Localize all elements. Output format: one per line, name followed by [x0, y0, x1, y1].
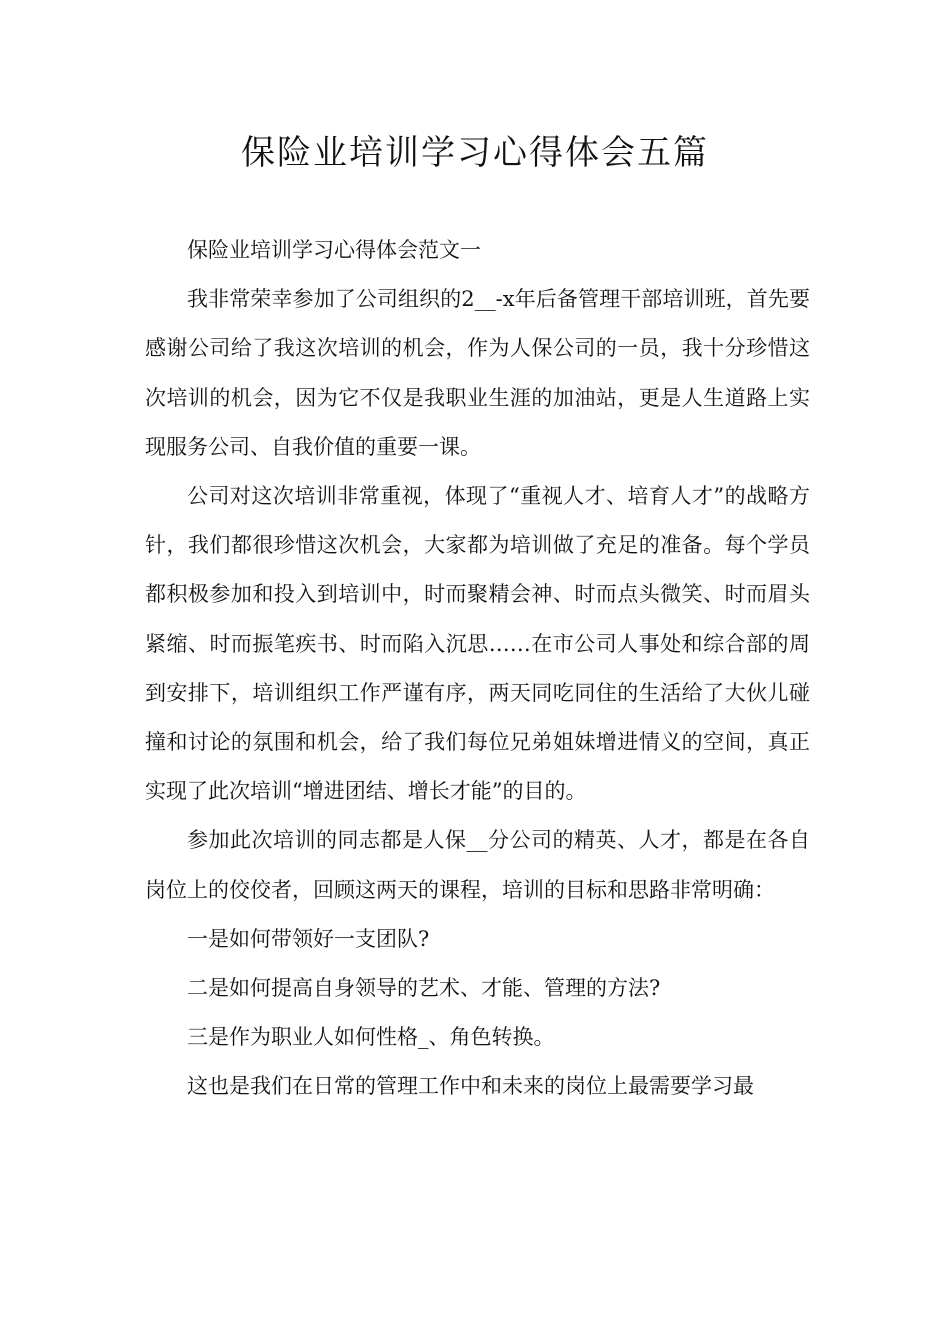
- document-body: [145, 226, 810, 1112]
- list-item: 一是如何带领好一支团队?: [187, 926, 430, 951]
- paragraph-subtitle: 保险业培训学习心得体会范文一: [187, 238, 481, 262]
- paragraph: 这也是我们在日常的管理工作中和未来的岗位上最需要学习最: [187, 1074, 754, 1099]
- document-title: 保险业培训学习心得体会五篇: [241, 133, 709, 173]
- list-item: 三是作为职业人如何性格_、角色转换。: [187, 1025, 555, 1050]
- paragraph: 参加此次培训的同志都是人保__分公司的精英、人才，都是在各自岗位上的佼佼者，回顾这两天的课程，培训的目标和思路非常明确：: [145, 828, 810, 902]
- paragraph: 我非常荣幸参加了公司组织的2__-x年后备管理干部培训班，首先要感谢公司给了我这次培训的机会，作为人保公司的一员，我十分珍惜这次培训的机会，因为它不仅是我职业生涯的加油站，更是人生道路上实现服务公司、自我价值的重要一课。: [145, 287, 810, 459]
- list-item: 二是如何提高自身领导的艺术、才能、管理的方法?: [187, 976, 661, 1001]
- paragraph: 公司对这次培训非常重视，体现了“重视人才、培育人才”的战略方针，我们都很珍惜这次机会，大家都为培训做了充足的准备。每个学员都积极参加和投入到培训中，时而聚精会神、时而点头微笑、时而眉头紧缩、时而振笔疾书、时而陷入沉思……在市公司人事处和综合部的周到安排下，培训组织工作严谨有序，两天同吃同住的生活给了大伙儿碰撞和讨论的氛围和机会，给了我们每位兄弟姐妹增进情义的空间，真正实现了此次培训“增进团结、增长才能”的目的。: [145, 484, 810, 804]
